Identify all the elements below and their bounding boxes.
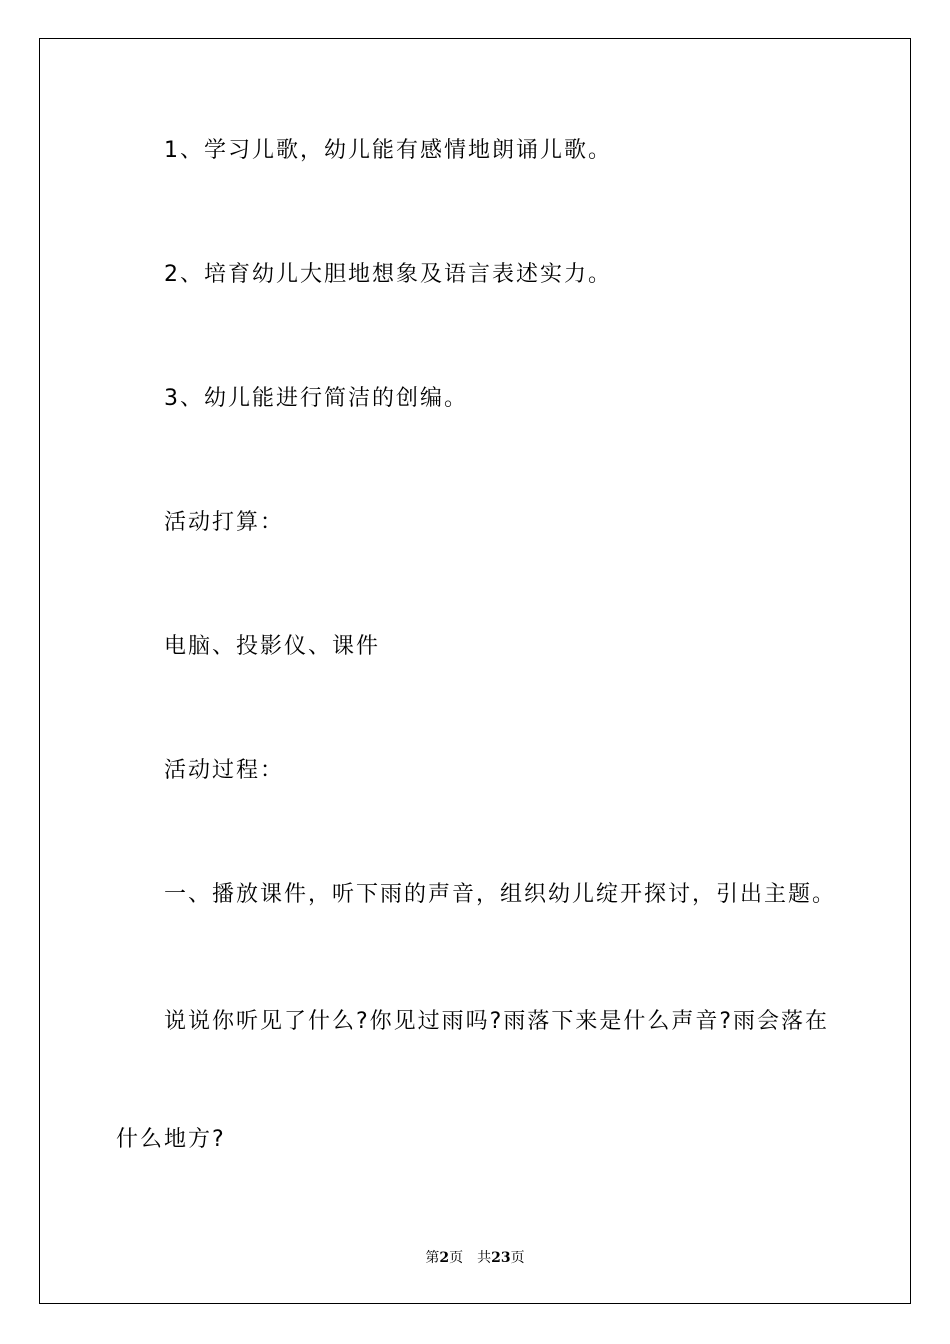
footer-page-number: 2	[439, 1250, 450, 1266]
page-footer	[0, 1247, 950, 1267]
heading-preparation: 活动打算：	[164, 510, 285, 535]
footer-page-suffix: 页	[449, 1250, 464, 1266]
paragraph-goal-1: 1、学习儿歌，幼儿能有感情地朗诵儿歌。	[164, 138, 612, 163]
paragraph-goal-3: 3、幼儿能进行简洁的创编。	[164, 386, 468, 411]
paragraph-materials: 电脑、投影仪、课件	[164, 634, 381, 659]
footer-total-pages: 23	[491, 1250, 511, 1266]
footer-total-prefix: 共	[477, 1250, 492, 1266]
heading-process: 活动过程：	[164, 758, 285, 783]
paragraph-questions: 说说你听见了什么?你见过雨吗?雨落下来是什么声音?雨会落在什么地方?	[116, 1009, 830, 1152]
paragraph-step-1: 一、播放课件，听下雨的声音，组织幼儿绽开探讨，引出主题。	[164, 882, 837, 907]
footer-total-suffix: 页	[510, 1250, 525, 1266]
footer-page-prefix: 第	[425, 1250, 440, 1266]
paragraph-goal-2: 2、培育幼儿大胆地想象及语言表述实力。	[164, 262, 612, 287]
